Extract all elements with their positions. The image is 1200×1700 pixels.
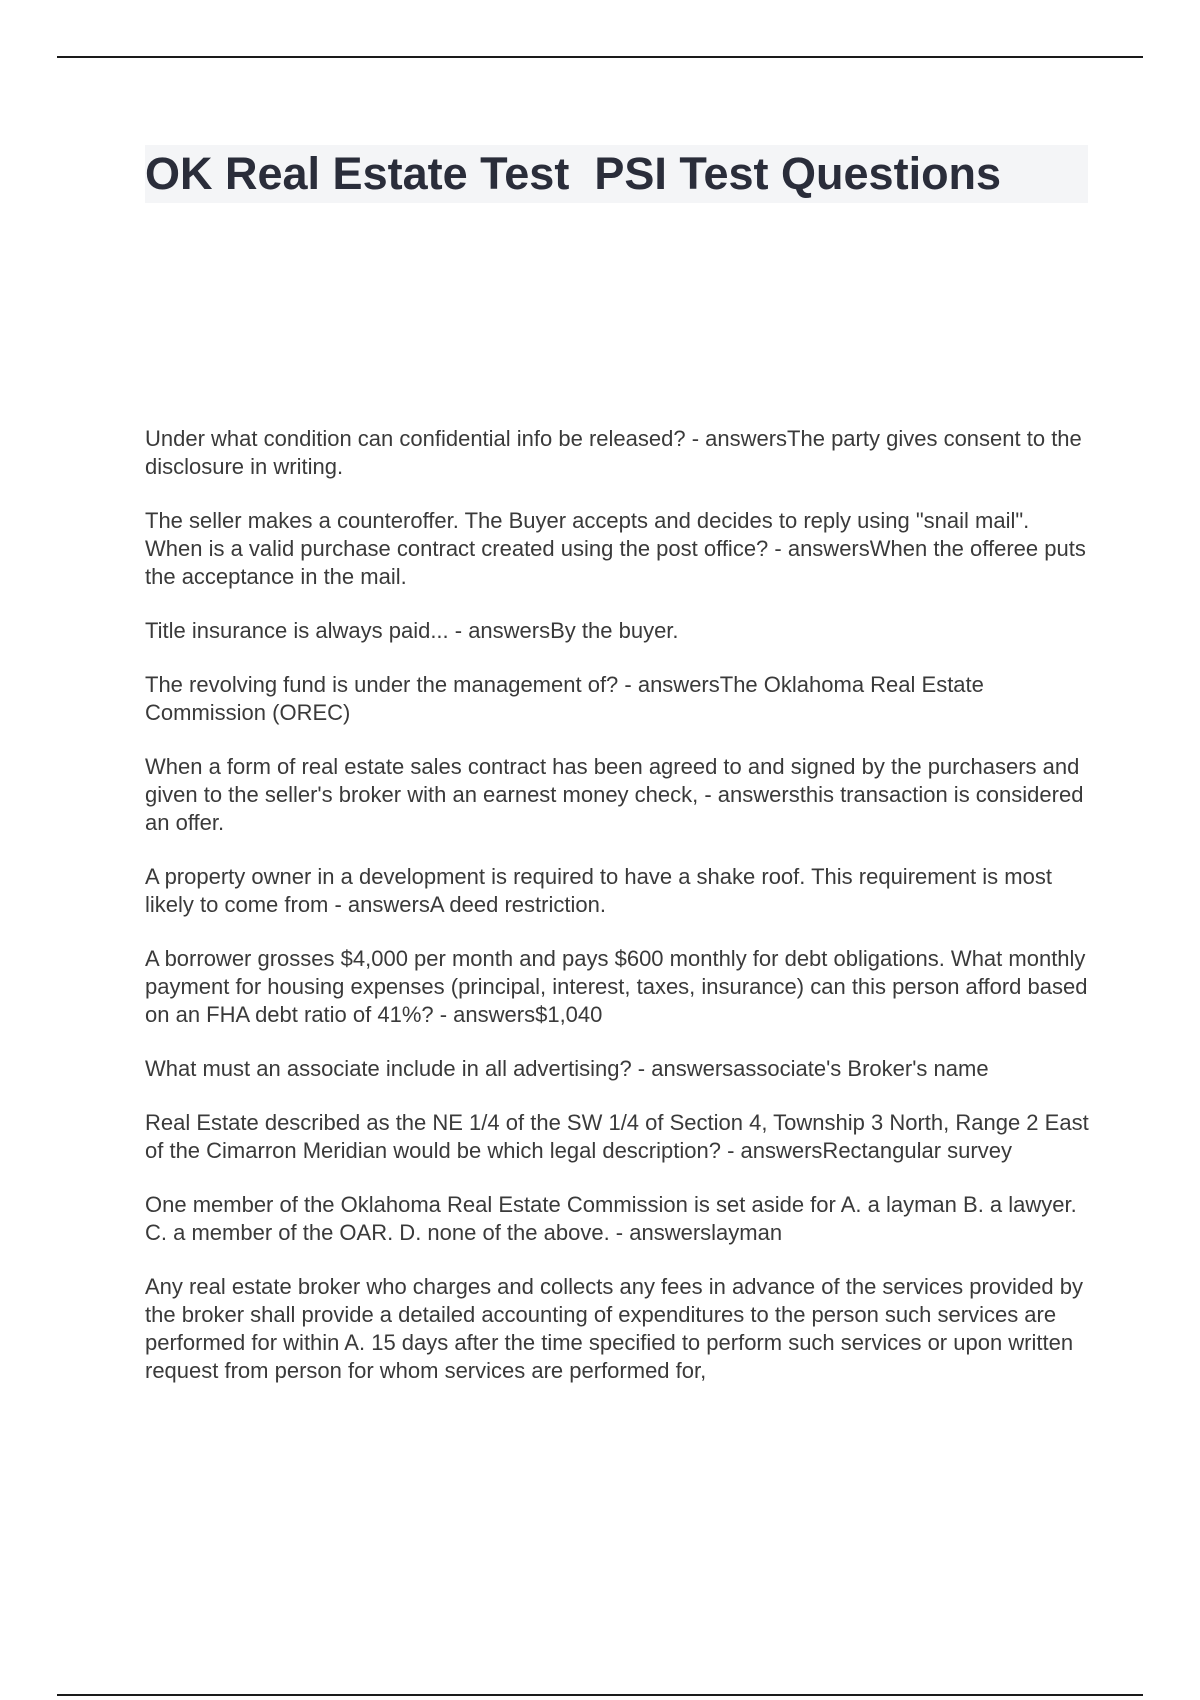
qa-item: Title insurance is always paid... - answersBy the buyer. <box>145 618 679 643</box>
qa-item: Under what condition can confidential info be released? - answersThe party gives consent to the disclosure in writing. <box>145 426 1082 479</box>
qa-item: What must an associate include in all advertising? - answersassociate's Broker's name <box>145 1056 989 1081</box>
qa-list <box>145 425 1090 1411</box>
qa-item: Real Estate described as the NE 1/4 of the SW 1/4 of Section 4, Township 3 North, Range 2 East of the Cimarron Meridian would be which legal description? - answersRectangular survey <box>145 1110 1089 1163</box>
bottom-divider <box>57 1694 1143 1696</box>
qa-item: When a form of real estate sales contract has been agreed to and signed by the purchasers and given to the seller's broker with an earnest money check, - answersthis transaction is considered an offer. <box>145 754 1084 835</box>
qa-item: A property owner in a development is required to have a shake roof. This requirement is most likely to come from - answersA deed restriction. <box>145 864 1052 917</box>
qa-item: The revolving fund is under the management of? - answersThe Oklahoma Real Estate Commission (OREC) <box>145 672 984 725</box>
qa-item: The seller makes a counteroffer. The Buyer accepts and decides to reply using "snail mail". When is a valid purchase contract created using the post office? - answersWhen the offeree puts the acceptance in the mail. <box>145 508 1086 589</box>
page-title: OK Real Estate Test PSI Test Questions <box>145 148 1002 199</box>
top-divider <box>57 56 1143 58</box>
qa-item: One member of the Oklahoma Real Estate Commission is set aside for A. a layman B. a lawyer. C. a member of the OAR. D. none of the above. - answerslayman <box>145 1192 1077 1245</box>
qa-item: A borrower grosses $4,000 per month and pays $600 monthly for debt obligations. What monthly payment for housing expenses (principal, interest, taxes, insurance) can this person afford based on an FHA debt ratio of 41%? - answers$1,040 <box>145 946 1088 1027</box>
qa-item: Any real estate broker who charges and collects any fees in advance of the services provided by the broker shall provide a detailed accounting of expenditures to the person such services are performed for within A. 15 days after the time specified to perform such services or upon written request from person for whom services are performed for, <box>145 1274 1083 1383</box>
